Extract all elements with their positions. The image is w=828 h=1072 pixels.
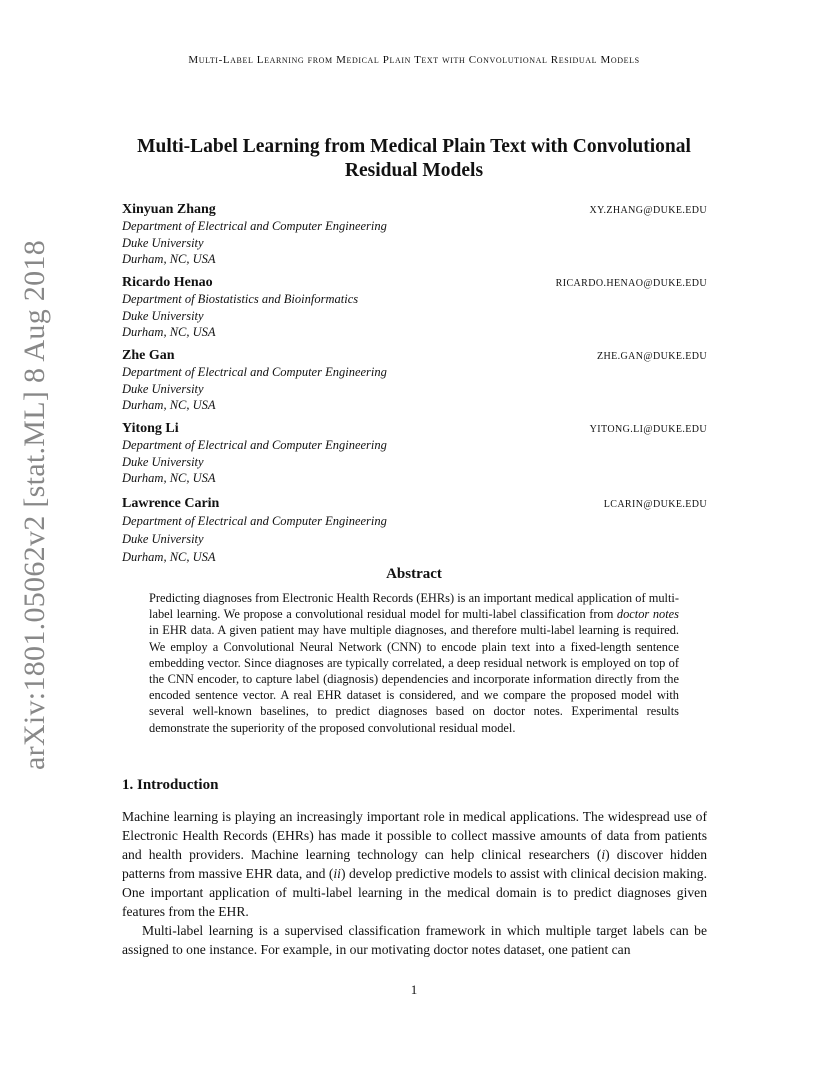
author-location: Durham, NC, USA [122, 550, 216, 564]
introduction-paragraph [122, 807, 707, 921]
author-name: Zhe Gan [122, 348, 175, 363]
abstract-text-part: Predicting diagnoses from Electronic Health Records (EHRs) is an important medical application of multi-label learning. We propose a convolutional residual model for multi-label classification from [149, 591, 679, 622]
paragraph-text: ) develop predictive models to assist with clinical decision making. One important application of multi-label learning in the medical domain is to predict diagnoses given features from the EHR. [122, 866, 707, 919]
author-location: Durham, NC, USA [122, 252, 216, 266]
arxiv-identifier-stamp: arXiv:1801.05062v2 [stat.ML] 8 Aug 2018 [18, 240, 51, 770]
abstract-text-part: in EHR data. A given patient may have multiple diagnoses, and therefore multi-label learning is required. We employ a Convolutional Neural Network (CNN) to encode plain text into a fixed-length sentence embedding vector. Since diagnoses are typically correlated, a deep residual network is employed on top of the CNN encoder, to capture label (diagnosis) dependencies and incorporate information directly from the encoded sentence vector. A real EHR dataset is considered, and we compare the proposed model with several well-known baselines, to predict diagnoses based on doctor notes. Experimental results demonstrate the superiority of the proposed convolutional residual model. [149, 623, 679, 735]
introduction-body [122, 807, 707, 959]
page-number: 1 [410, 982, 418, 997]
author-university: Duke University [122, 454, 204, 469]
abstract-emphasis: doctor notes [616, 607, 679, 622]
author-email[interactable]: RICARDO.HENAO@DUKE.EDU [555, 278, 707, 289]
running-head: Multi-Label Learning from Medical Plain Text with Convolutional Residual Models [188, 54, 640, 66]
author-university: Duke University [122, 308, 204, 323]
author-department: Department of Electrical and Computer Engineering [122, 219, 387, 233]
paragraph-text: Machine learning is playing an increasingly important role in medical applications. The widespread use of Electronic Health Records (EHRs) has made it possible to collect massive amounts of data from patients and health providers. Machine learning technology can help clinical researchers ( [122, 809, 707, 862]
author-email[interactable]: ZHE.GAN@DUKE.EDU [596, 351, 707, 362]
author-block [122, 347, 707, 420]
introduction-paragraph: Multi-label learning is a supervised classification framework in which multiple target labels can be assigned to one instance. For example, in our motivating doctor notes dataset, one patient can [122, 923, 707, 957]
author-university: Duke University [122, 381, 204, 396]
roman-numeral-ii: ii [333, 866, 341, 881]
author-location: Durham, NC, USA [122, 471, 216, 485]
author-name: Lawrence Carin [122, 496, 220, 511]
author-email[interactable]: YITONG.LI@DUKE.EDU [589, 424, 707, 435]
author-department: Department of Electrical and Computer Engineering [122, 365, 387, 379]
author-department: Department of Electrical and Computer Engineering [122, 438, 387, 452]
roman-numeral-i: i [601, 847, 606, 862]
paper-title-line-1: Multi-Label Learning from Medical Plain Text with Convolutional [137, 136, 691, 157]
author-department: Department of Electrical and Computer Engineering [122, 514, 387, 528]
author-name: Yitong Li [122, 421, 179, 436]
author-university: Duke University [122, 235, 204, 250]
author-email[interactable]: LCARIN@DUKE.EDU [603, 499, 707, 510]
abstract-text [149, 590, 679, 736]
author-location: Durham, NC, USA [122, 398, 216, 412]
author-list [122, 201, 707, 566]
author-location: Durham, NC, USA [122, 325, 216, 339]
section-heading-introduction: 1. Introduction [122, 777, 219, 793]
paragraph-text: ) discover hidden patterns from massive EHR data, and ( [122, 847, 707, 881]
abstract-heading: Abstract [386, 566, 442, 582]
author-department: Department of Biostatistics and Bioinformatics [122, 292, 359, 306]
author-name: Xinyuan Zhang [122, 202, 216, 217]
paper-title [110, 135, 718, 183]
paper-title-line-2: Residual Models [344, 160, 484, 181]
author-name: Ricardo Henao [122, 275, 213, 290]
author-block [122, 495, 707, 566]
author-university: Duke University [122, 532, 204, 546]
author-block [122, 201, 707, 274]
author-block [122, 420, 707, 495]
author-email[interactable]: XY.ZHANG@DUKE.EDU [589, 205, 707, 216]
author-block [122, 274, 707, 347]
